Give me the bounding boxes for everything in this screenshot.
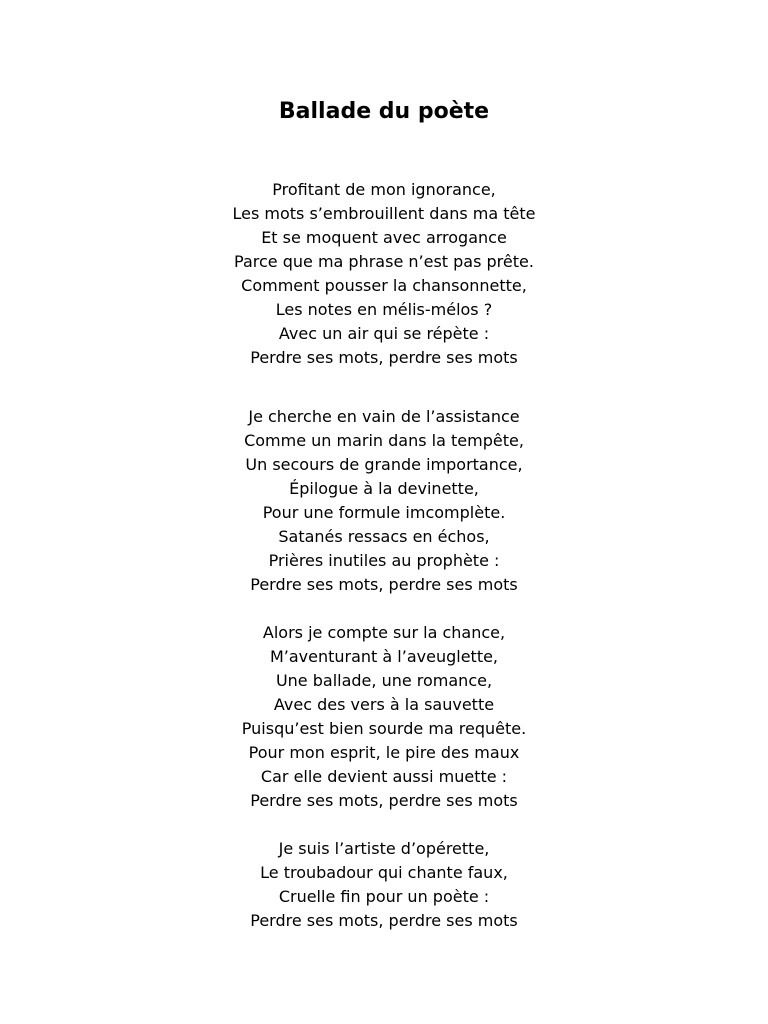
poem-line: Les notes en mélis-mélos ? — [275, 300, 493, 319]
poem-line: Alors je compte sur la chance, — [262, 623, 506, 642]
poem-line: Je cherche en vain de l’assistance — [248, 407, 520, 426]
poem-refrain: Perdre ses mots, perdre ses mots — [250, 911, 518, 930]
poem-line: Car elle devient aussi muette : — [260, 767, 508, 786]
poem-line: M’aventurant à l’aveuglette, — [269, 647, 499, 666]
poem-title: Ballade du poète — [278, 99, 490, 124]
poem-line: Les mots s’embrouillent dans ma tête — [232, 204, 536, 223]
poem-refrain: Perdre ses mots, perdre ses mots — [250, 791, 518, 810]
poem-line: Avec un air qui se répète : — [278, 324, 490, 343]
poem-line: Cruelle fin pour un poète : — [278, 887, 490, 906]
poem-line: Parce que ma phrase n’est pas prête. — [234, 252, 534, 271]
poem-line: Et se moquent avec arrogance — [261, 228, 507, 247]
stanza-1 — [0, 178, 768, 370]
poem-line: Comment pousser la chansonnette, — [241, 276, 527, 295]
stanza-2 — [0, 405, 768, 597]
stanza-3 — [0, 621, 768, 813]
poem-line: Avec des vers à la sauvette — [273, 695, 495, 714]
poem-line: Je suis l’artiste d’opérette, — [278, 839, 490, 858]
poem-line: Satanés ressacs en échos, — [278, 527, 490, 546]
poem-line: Pour mon esprit, le pire des maux — [248, 743, 520, 762]
poem-line: Épilogue à la devinette, — [289, 479, 479, 498]
poem-refrain: Perdre ses mots, perdre ses mots — [250, 348, 518, 367]
stanza-4 — [0, 837, 768, 933]
poem-refrain: Perdre ses mots, perdre ses mots — [250, 575, 518, 594]
poem-line: Profitant de mon ignorance, — [272, 180, 496, 199]
poem-line: Comme un marin dans la tempête, — [244, 431, 524, 450]
poem-line: Pour une formule imcomplète. — [262, 503, 506, 522]
poem-line: Le troubadour qui chante faux, — [260, 863, 508, 882]
poem-line: Puisqu’est bien sourde ma requête. — [241, 719, 527, 738]
poem-line: Prières inutiles au prophète : — [268, 551, 500, 570]
poem-line: Un secours de grande importance, — [245, 455, 523, 474]
poem-line: Une ballade, une romance, — [275, 671, 493, 690]
